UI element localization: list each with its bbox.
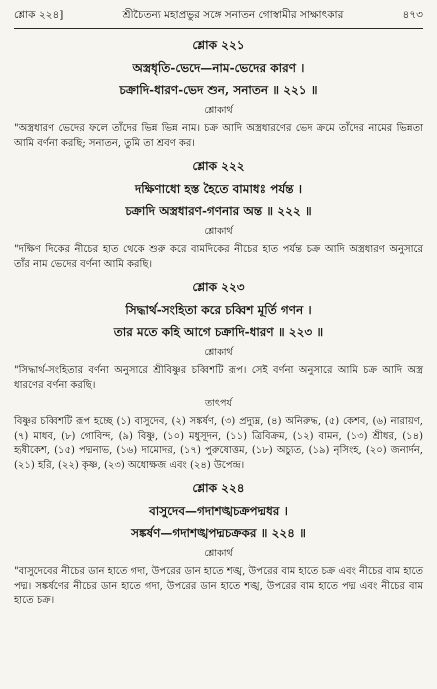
verse-number: শ্লোক ২২৩ [192,280,245,294]
purport-text: বিষ্ণুর চব্বিশটি রূপ হচ্ছে (১) বাসুদেব, (২) সঙ্কর্ষণ, (৩) প্রদ্যুম্ন, (৪) অনিরুদ্ধ, (৫) কেশব, (৬) নারায়ণ, (৭) মাধব, (৮) গোবিন্দ, (৯) বিষ্ণু, (১০) মধুসূদন, (১১) ত্রিবিক্রম, (১২) বামন, (১৩) শ্রীধর, (১৪) হৃষীকেশ, (১৫) পদ্মনাভ, (১৬) দামোদর, (১৭) পুরুষোত্তম, (১৮) অচ্যুত, (১৯) নৃসিংহ, (২০) জনার্দন, (২১) হরি, (২২) কৃষ্ণ, (২৩) অধোক্ষজ এবং (২৪) উপেন্দ্র। [14,416,423,471]
verse-line-2: চক্রাদি অস্ত্রধারণ-গণনার অন্ত ॥ ২২২ ॥ [125,204,312,218]
page-number: ৪৭৩ [402,9,423,21]
translation-label: শ্লোকার্থ [204,105,233,116]
verse-221 [14,37,423,151]
verse-222 [14,158,423,272]
verse-line-1: দক্ষিণাধো হস্ত হৈতে বামাধঃ পর্যন্ত । [134,182,303,196]
header-title: শ্রীচৈতন্য মহাপ্রভুর সঙ্গে সনাতন গোস্বামীর সাক্ষাৎকার [122,9,344,21]
verse-223 [14,279,423,473]
verse-number: শ্লোক ২২২ [192,159,245,173]
translation-text: "বাসুদেবের নীচের ডান হাতে গদা, উপরের ডান হাতে শঙ্খ, উপরের বাম হাতে চক্র এবং নীচের বাম হাতে পদ্ম। সঙ্কর্ষণের নীচের ডান হাতে গদা, উপরের ডান হাতে শঙ্খ, উপরের বাম হাতে পদ্ম এবং নীচের বাম হাতে চক্র। [14,566,423,606]
verse-line-2: চক্রাদি-ধারণ-ভেদ শুন, সনাতন ॥ ২২১ ॥ [119,83,318,97]
verse-224 [14,480,423,609]
header-verse-ref: শ্লোক ২২৪] [14,9,64,21]
translation-label: শ্লোকার্থ [204,548,233,559]
translation-label: শ্লোকার্থ [204,226,233,237]
verse-line-2: সঙ্কর্ষণ—গদাশঙ্খপদ্মচক্রকর ॥ ২২৪ ॥ [131,526,306,540]
translation-text: "দক্ষিণ দিকের নীচের হাত থেকে শুরু করে বামদিকের নীচের হাত পর্যন্ত চক্র আদি অস্ত্রধারণ অনুসারে তাঁর নাম ভেদের বর্ণনা আমি করছি। [14,244,423,270]
verse-number: শ্লোক ২২১ [192,38,245,52]
translation-label: শ্লোকার্থ [204,347,233,358]
verse-line-1: বাসুদেব—গদাশঙ্খচক্রপদ্মধর । [149,504,288,518]
translation-text: "সিদ্ধার্থ-সংহিতার বর্ণনা অনুসারে শ্রীবিষ্ণুর চব্বিশটি রূপ। সেই বর্ণনা অনুসারে আমি চক্র আদি অস্ত্র ধারণের বর্ণনা করছি। [14,365,423,391]
running-header [14,8,423,29]
verse-line-2: তার মতে কহি আগে চক্রাদি-ধারণ ॥ ২২৩ ॥ [113,325,324,339]
translation-text: "অস্ত্রধারণ ভেদের ফলে তাঁদের ভিন্ন ভিন্ন নাম। চক্র আদি অস্ত্রধারণের ভেদ ক্রমে তাঁদের নামের ভিন্নতা আমি বর্ণনা করছি; সনাতন, তুমি তা শ্রবণ কর। [14,123,423,149]
verse-line-1: অস্ত্রধৃতি-ভেদে—নাম-ভেদের কারণ । [132,61,305,75]
verse-line-1: সিদ্ধার্থ-সংহিতা করে চব্বিশ মূর্তি গণন । [125,303,312,317]
verse-number: শ্লোক ২২৪ [192,481,245,495]
purport-label: তাৎপর্য [205,398,232,409]
